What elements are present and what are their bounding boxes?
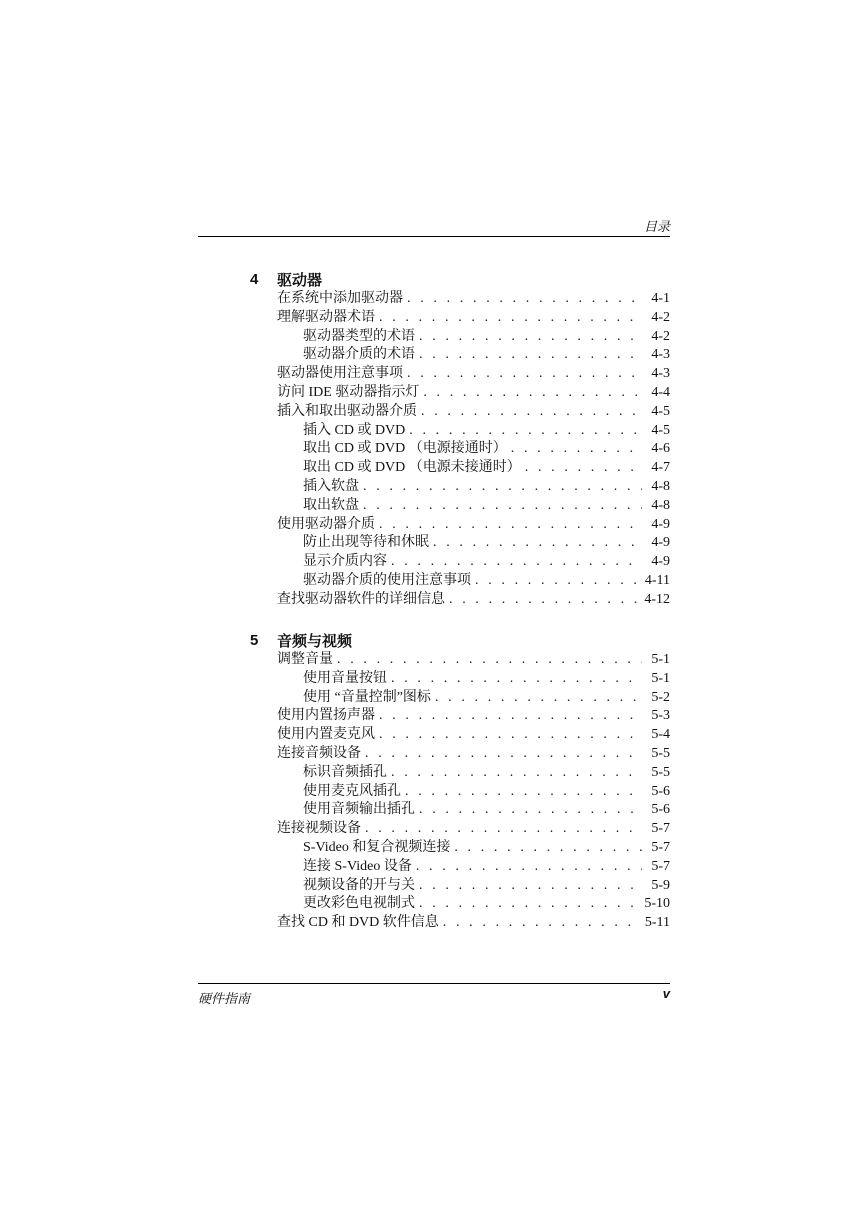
chapter-title: 音频与视频 [277,632,353,650]
toc-entry-page: 4-8 [651,478,670,494]
toc-entry-text: 连接视频设备 [277,821,361,837]
toc-entry-text: 使用 “音量控制”图标 [303,689,431,705]
toc-entry-page: 5-1 [651,670,670,686]
toc-subentry[interactable] [250,858,670,877]
toc-subentry[interactable] [250,478,670,497]
toc-entry[interactable] [250,516,670,535]
page-number: v [662,986,670,1001]
toc-entry-text: 取出 CD 或 DVD （电源接通时） [303,441,507,457]
toc-entry-text: 驱动器使用注意事项 [277,366,403,382]
toc-entry[interactable] [250,365,670,384]
chapter-4 [250,268,670,610]
toc-entry-text: S-Video 和复合视频连接 [303,839,451,855]
dot-leader [443,914,639,933]
toc-entry-text: 连接 S-Video 设备 [303,858,412,874]
dot-leader [405,783,642,802]
toc-subentry[interactable] [250,764,670,783]
toc-entry[interactable] [250,745,670,764]
dot-leader [419,877,642,896]
running-header: 目录 [643,219,670,234]
toc-entry-text: 使用音量按钮 [303,670,387,686]
toc-entry-page: 5-7 [651,858,670,874]
toc-subentry[interactable] [250,553,670,572]
toc-entry[interactable] [250,591,670,610]
toc-subentry[interactable] [250,689,670,708]
toc-entry-page: 4-11 [644,572,670,588]
toc-entry-page: 4-3 [651,347,670,363]
dot-leader [391,764,642,783]
dot-leader [379,309,642,328]
toc-entry-text: 视频设备的开与关 [303,877,415,893]
dot-leader [391,553,642,572]
dot-leader [419,895,638,914]
toc-entry-text: 插入软盘 [303,478,359,494]
dot-leader [419,801,642,820]
toc-entry-text: 显示介质内容 [303,554,387,570]
toc-entry-text: 连接音频设备 [277,745,361,761]
toc-entry-page: 4-2 [651,309,670,325]
toc-entry-page: 4-3 [651,366,670,382]
toc-entry-text: 驱动器类型的术语 [303,328,415,344]
dot-leader [391,670,642,689]
toc-entry-text: 插入和取出驱动器介质 [277,403,417,419]
chapter-number: 5 [250,631,259,649]
toc-entry-page: 4-8 [651,497,670,513]
toc-entry-page: 4-9 [651,554,670,570]
dot-leader [449,591,638,610]
toc-subentry[interactable] [250,440,670,459]
toc-entry-text: 在系统中添加驱动器 [277,291,403,306]
toc-entry-text: 查找驱动器软件的详细信息 [277,591,445,607]
toc-subentry[interactable] [250,877,670,896]
dot-leader [511,440,642,459]
toc-entry-text: 使用内置扬声器 [277,708,375,724]
toc-entry-text: 使用麦克风插孔 [303,783,401,799]
dot-leader [379,516,642,535]
toc-entry-page: 4-5 [651,403,670,419]
toc-entry-text: 防止出现等待和休眠 [303,535,429,551]
toc-entry-page: 5-1 [651,652,670,667]
dot-leader [407,290,642,309]
toc-entry-page: 5-6 [651,783,670,799]
toc-entry-page: 4-9 [651,535,670,551]
chapter-heading [250,629,670,651]
toc-subentry[interactable] [250,459,670,478]
toc-entry-text: 使用内置麦克风 [277,727,375,743]
toc-entry-page: 5-6 [651,802,670,818]
toc-entry[interactable] [250,820,670,839]
toc-subentry[interactable] [250,534,670,553]
toc-entry-page: 5-2 [651,689,670,705]
toc-entry-text: 驱动器介质的使用注意事项 [303,572,471,588]
toc-entry[interactable] [250,290,670,309]
toc-entry-page: 4-1 [651,291,670,306]
toc-entry[interactable] [250,384,670,403]
toc-entry-page: 5-5 [651,745,670,761]
dot-leader [454,839,642,858]
chapter-5 [250,629,670,933]
dot-leader [379,707,642,726]
toc-entry-page: 5-4 [651,727,670,743]
toc-entry-page: 5-9 [651,877,670,893]
dot-leader [409,422,642,441]
dot-leader [416,858,642,877]
toc-entry-text: 访问 IDE 驱动器指示灯 [277,384,420,400]
toc-entry[interactable] [250,403,670,422]
toc-entry-page: 5-10 [644,896,670,912]
dot-leader [419,346,642,365]
toc-entry-page: 4-2 [651,328,670,344]
footer-rule [198,983,670,984]
toc-subentry[interactable] [250,801,670,820]
dot-leader [423,384,642,403]
toc-subentry[interactable] [250,895,670,914]
dot-leader [365,820,642,839]
dot-leader [407,365,642,384]
toc-entry-text: 更改彩色电视制式 [303,896,415,912]
toc-entry-page: 4-12 [644,591,670,607]
toc-entry[interactable] [250,309,670,328]
toc-entry-text: 理解驱动器术语 [277,309,375,325]
toc-entry-text: 使用驱动器介质 [277,516,375,532]
toc-subentry[interactable] [250,839,670,858]
toc-entry[interactable] [250,651,670,670]
toc-entry-page: 4-4 [651,384,670,400]
toc-entry-text: 调整音量 [277,652,333,667]
toc-entry-text: 使用音频输出插孔 [303,802,415,818]
toc-entry-page: 5-3 [651,708,670,724]
dot-leader [435,689,642,708]
footer-title: 硬件指南 [198,991,251,1006]
toc-subentry[interactable] [250,346,670,365]
toc-entry[interactable] [250,707,670,726]
toc-entry-text: 查找 CD 和 DVD 软件信息 [277,915,439,931]
toc-subentry[interactable] [250,670,670,689]
dot-leader [363,497,642,516]
toc-entry-page: 5-5 [651,764,670,780]
toc-subentry[interactable] [250,783,670,802]
toc-entry-page: 4-9 [651,516,670,532]
dot-leader [421,403,642,422]
dot-leader [337,651,642,670]
dot-leader [379,726,642,745]
dot-leader [433,534,642,553]
toc-subentry[interactable] [250,497,670,516]
toc-subentry[interactable] [250,422,670,441]
chapter-title: 驱动器 [277,271,323,289]
dot-leader [525,459,642,478]
chapter-heading [250,268,670,290]
toc-subentry[interactable] [250,572,670,591]
toc-entry-text: 标识音频插孔 [303,764,387,780]
dot-leader [475,572,639,591]
toc-entry-page: 5-7 [651,839,670,855]
toc-entry-page: 4-6 [651,441,670,457]
toc-entry-text: 取出软盘 [303,497,359,513]
toc-entry[interactable] [250,726,670,745]
toc-entry-text: 取出 CD 或 DVD （电源未接通时） [303,460,521,476]
toc-entry-page: 4-7 [651,460,670,476]
dot-leader [419,328,642,347]
toc-entry-page: 5-7 [651,821,670,837]
toc-entry-text: 插入 CD 或 DVD [303,422,406,438]
dot-leader [363,478,642,497]
dot-leader [365,745,642,764]
toc-entry-page: 4-5 [651,422,670,438]
header-rule [198,236,670,237]
toc-entry[interactable] [250,914,670,933]
toc-subentry[interactable] [250,328,670,347]
toc-entry-text: 驱动器介质的术语 [303,347,415,363]
toc-entry-page: 5-11 [644,915,670,931]
chapter-number: 4 [250,270,259,288]
